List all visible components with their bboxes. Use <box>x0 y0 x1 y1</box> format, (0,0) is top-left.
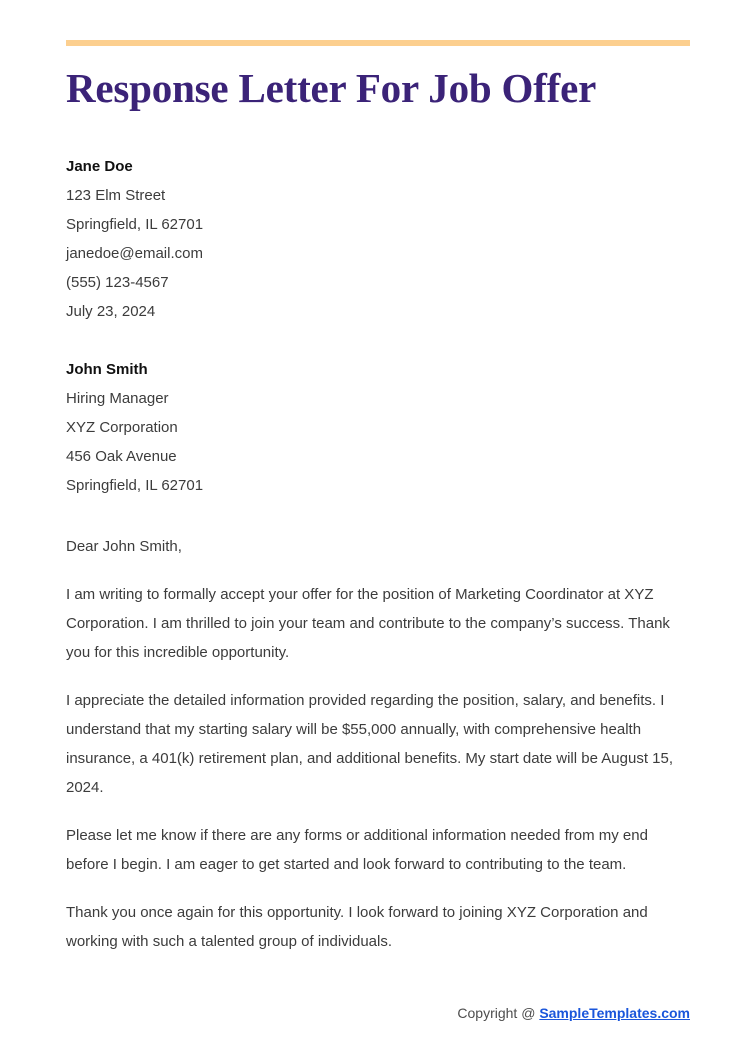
letter-body <box>66 112 690 956</box>
letter-date: July 23, 2024 <box>66 303 156 321</box>
recipient-city-state-zip: Springfield, IL 62701 <box>66 477 204 495</box>
recipient-title: Hiring Manager <box>66 390 169 408</box>
recipient-company: XYZ Corporation <box>66 419 178 437</box>
recipient-street: 456 Oak Avenue <box>66 448 177 466</box>
copyright-label: Copyright @ <box>457 1005 540 1021</box>
sampletemplates-link[interactable]: SampleTemplates.com <box>539 1005 690 1021</box>
sender-address-block <box>66 152 690 326</box>
sender-email: janedoe@email.com <box>66 245 203 263</box>
sender-name: Jane Doe <box>66 158 133 176</box>
sender-city-state-zip: Springfield, IL 62701 <box>66 216 204 234</box>
document-page <box>0 40 754 1039</box>
sender-phone: (555) 123-4567 <box>66 274 169 292</box>
page-title: Response Letter For Job Offer <box>66 65 597 111</box>
recipient-address-block <box>66 355 690 500</box>
salutation: Dear John Smith, <box>66 538 182 556</box>
body-paragraph-3: Please let me know if there are any forms or additional information needed from my end before I begin. I am eager to get started and look forward to contributing to the team. <box>66 827 648 874</box>
recipient-name: John Smith <box>66 361 148 379</box>
body-paragraph-4: Thank you once again for this opportunity. I look forward to joining XYZ Corporation and working with such a talented group of individuals. <box>66 904 648 951</box>
sender-street: 123 Elm Street <box>66 187 166 205</box>
body-paragraph-1: I am writing to formally accept your offer for the position of Marketing Coordinator at XYZ Corporation. I am thrilled to join your team and contribute to the company’s success. Thank you for this incredible opportunity. <box>66 586 670 662</box>
footer-credit <box>457 1003 690 1023</box>
body-paragraph-2: I appreciate the detailed information provided regarding the position, salary, and benefits. I understand that my starting salary will be $55,000 annually, with comprehensive health insurance, a 401(k) retirement plan, and additional benefits. My start date will be August 15, 2024. <box>66 692 674 797</box>
